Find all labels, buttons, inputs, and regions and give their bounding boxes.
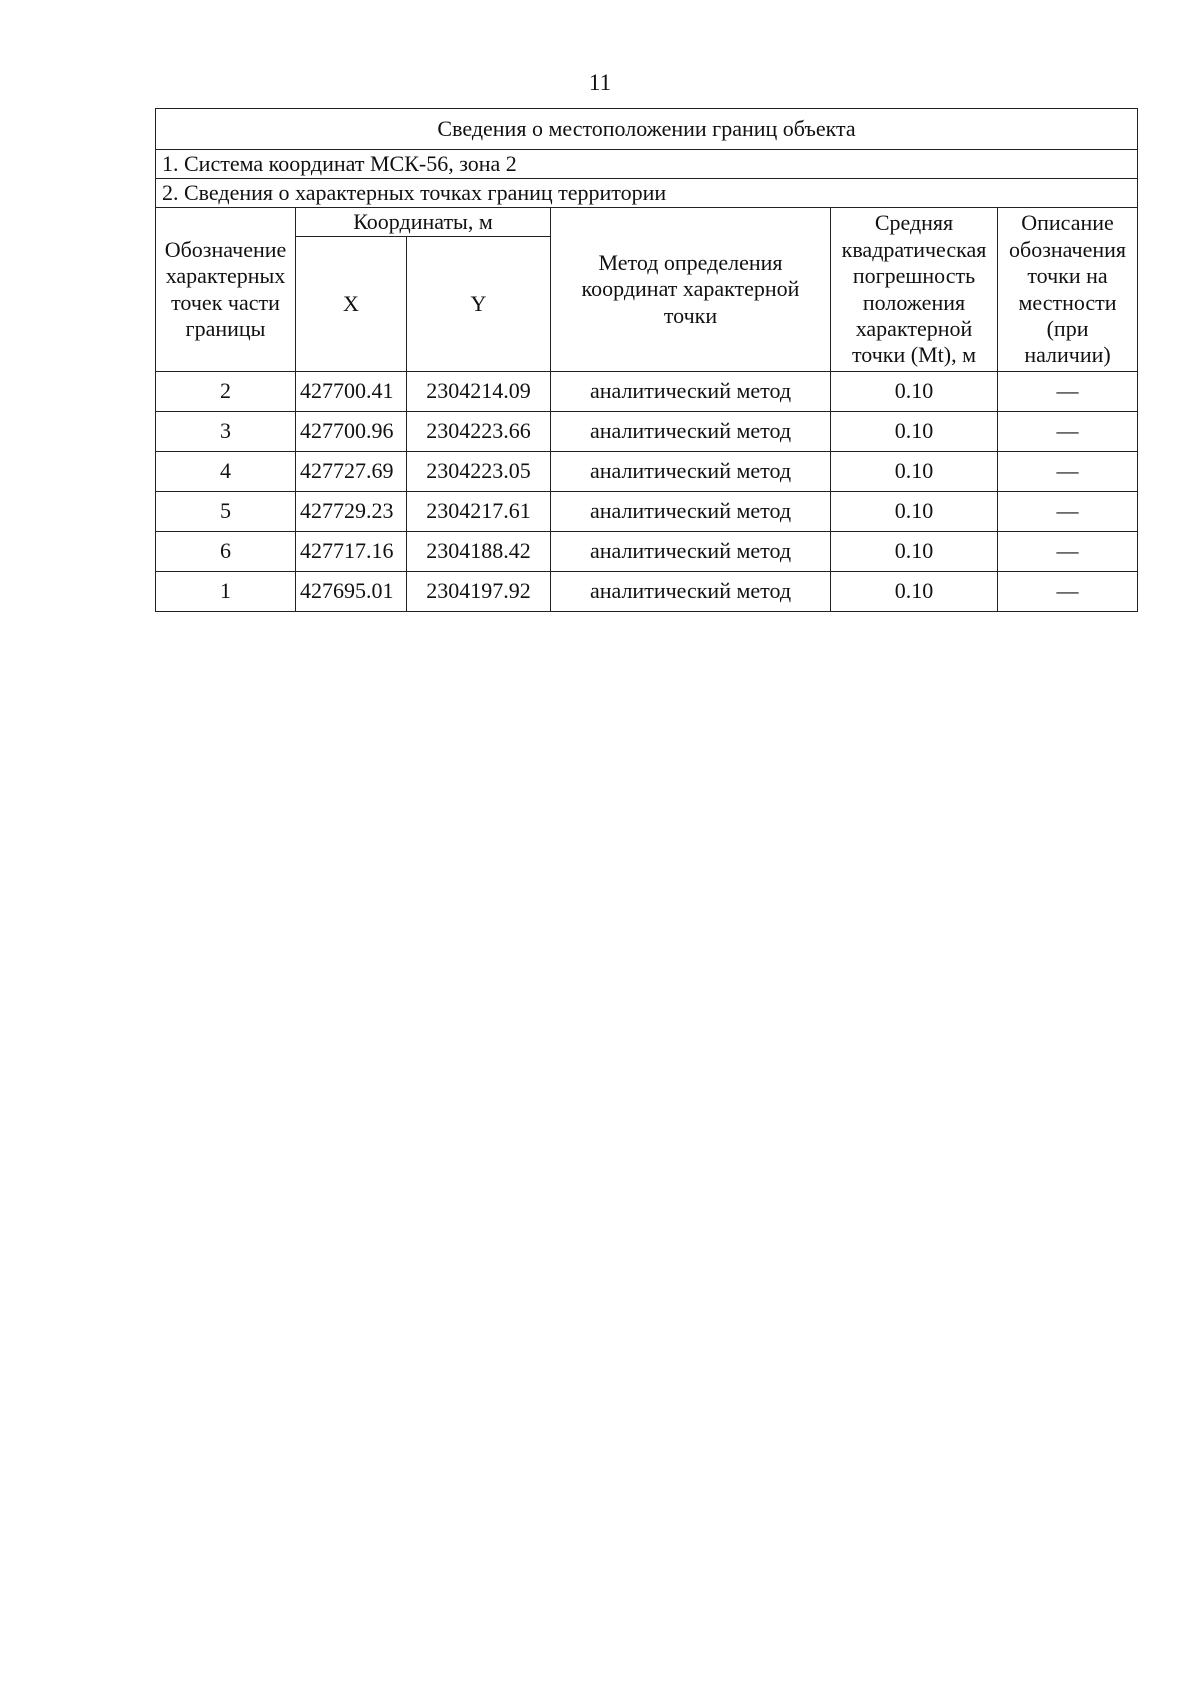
x-cell: 427727.69 — [296, 452, 407, 492]
point-cell: 2 — [156, 372, 296, 412]
point-cell: 3 — [156, 412, 296, 452]
y-cell: 2304188.42 — [407, 532, 551, 572]
x-cell: 427700.41 — [296, 372, 407, 412]
point-cell: 5 — [156, 492, 296, 532]
point-cell: 1 — [156, 572, 296, 612]
header-point-designation: Обозначение характерных точек части границы — [156, 208, 296, 372]
header-coordinates: Координаты, м — [296, 208, 551, 237]
coordinate-system-label: 1. Система координат МСК-56, зона 2 — [156, 150, 1138, 179]
description-cell: — — [998, 372, 1138, 412]
error-cell: 0.10 — [831, 412, 998, 452]
x-cell: 427729.23 — [296, 492, 407, 532]
method-cell: аналитический метод — [551, 412, 831, 452]
y-cell: 2304223.66 — [407, 412, 551, 452]
table-row — [156, 412, 1138, 452]
method-cell: аналитический метод — [551, 532, 831, 572]
boundary-table — [155, 108, 1138, 612]
header-error: Средняя квадратическая погрешность положения характерной точки (Mt), м — [831, 208, 998, 372]
table-row — [156, 532, 1138, 572]
error-cell: 0.10 — [831, 492, 998, 532]
y-cell: 2304217.61 — [407, 492, 551, 532]
method-cell: аналитический метод — [551, 372, 831, 412]
error-cell: 0.10 — [831, 372, 998, 412]
table-title-row — [156, 109, 1138, 150]
y-cell: 2304214.09 — [407, 372, 551, 412]
page-number: 11 — [588, 70, 612, 95]
point-cell: 4 — [156, 452, 296, 492]
y-cell: 2304197.92 — [407, 572, 551, 612]
header-x: X — [296, 237, 407, 372]
description-cell: — — [998, 572, 1138, 612]
table-row — [156, 452, 1138, 492]
x-cell: 427695.01 — [296, 572, 407, 612]
description-cell: — — [998, 412, 1138, 452]
table-row — [156, 372, 1138, 412]
point-cell: 6 — [156, 532, 296, 572]
table-row — [156, 572, 1138, 612]
y-cell: 2304223.05 — [407, 452, 551, 492]
section-row — [156, 179, 1138, 208]
x-cell: 427700.96 — [296, 412, 407, 452]
header-method: Метод определения координат характерной точки — [551, 208, 831, 372]
table-title: Сведения о местоположении границ объекта — [156, 109, 1138, 150]
section-row — [156, 150, 1138, 179]
error-cell: 0.10 — [831, 452, 998, 492]
header-y: Y — [407, 237, 551, 372]
table-row — [156, 492, 1138, 532]
description-cell: — — [998, 452, 1138, 492]
description-cell: — — [998, 532, 1138, 572]
method-cell: аналитический метод — [551, 452, 831, 492]
header-row — [156, 208, 1138, 237]
method-cell: аналитический метод — [551, 492, 831, 532]
description-cell: — — [998, 492, 1138, 532]
x-cell: 427717.16 — [296, 532, 407, 572]
error-cell: 0.10 — [831, 572, 998, 612]
error-cell: 0.10 — [831, 532, 998, 572]
header-description: Описание обозначения точки на местности (при наличии) — [998, 208, 1138, 372]
method-cell: аналитический метод — [551, 572, 831, 612]
characteristic-points-label: 2. Сведения о характерных точках границ территории — [156, 179, 1138, 208]
